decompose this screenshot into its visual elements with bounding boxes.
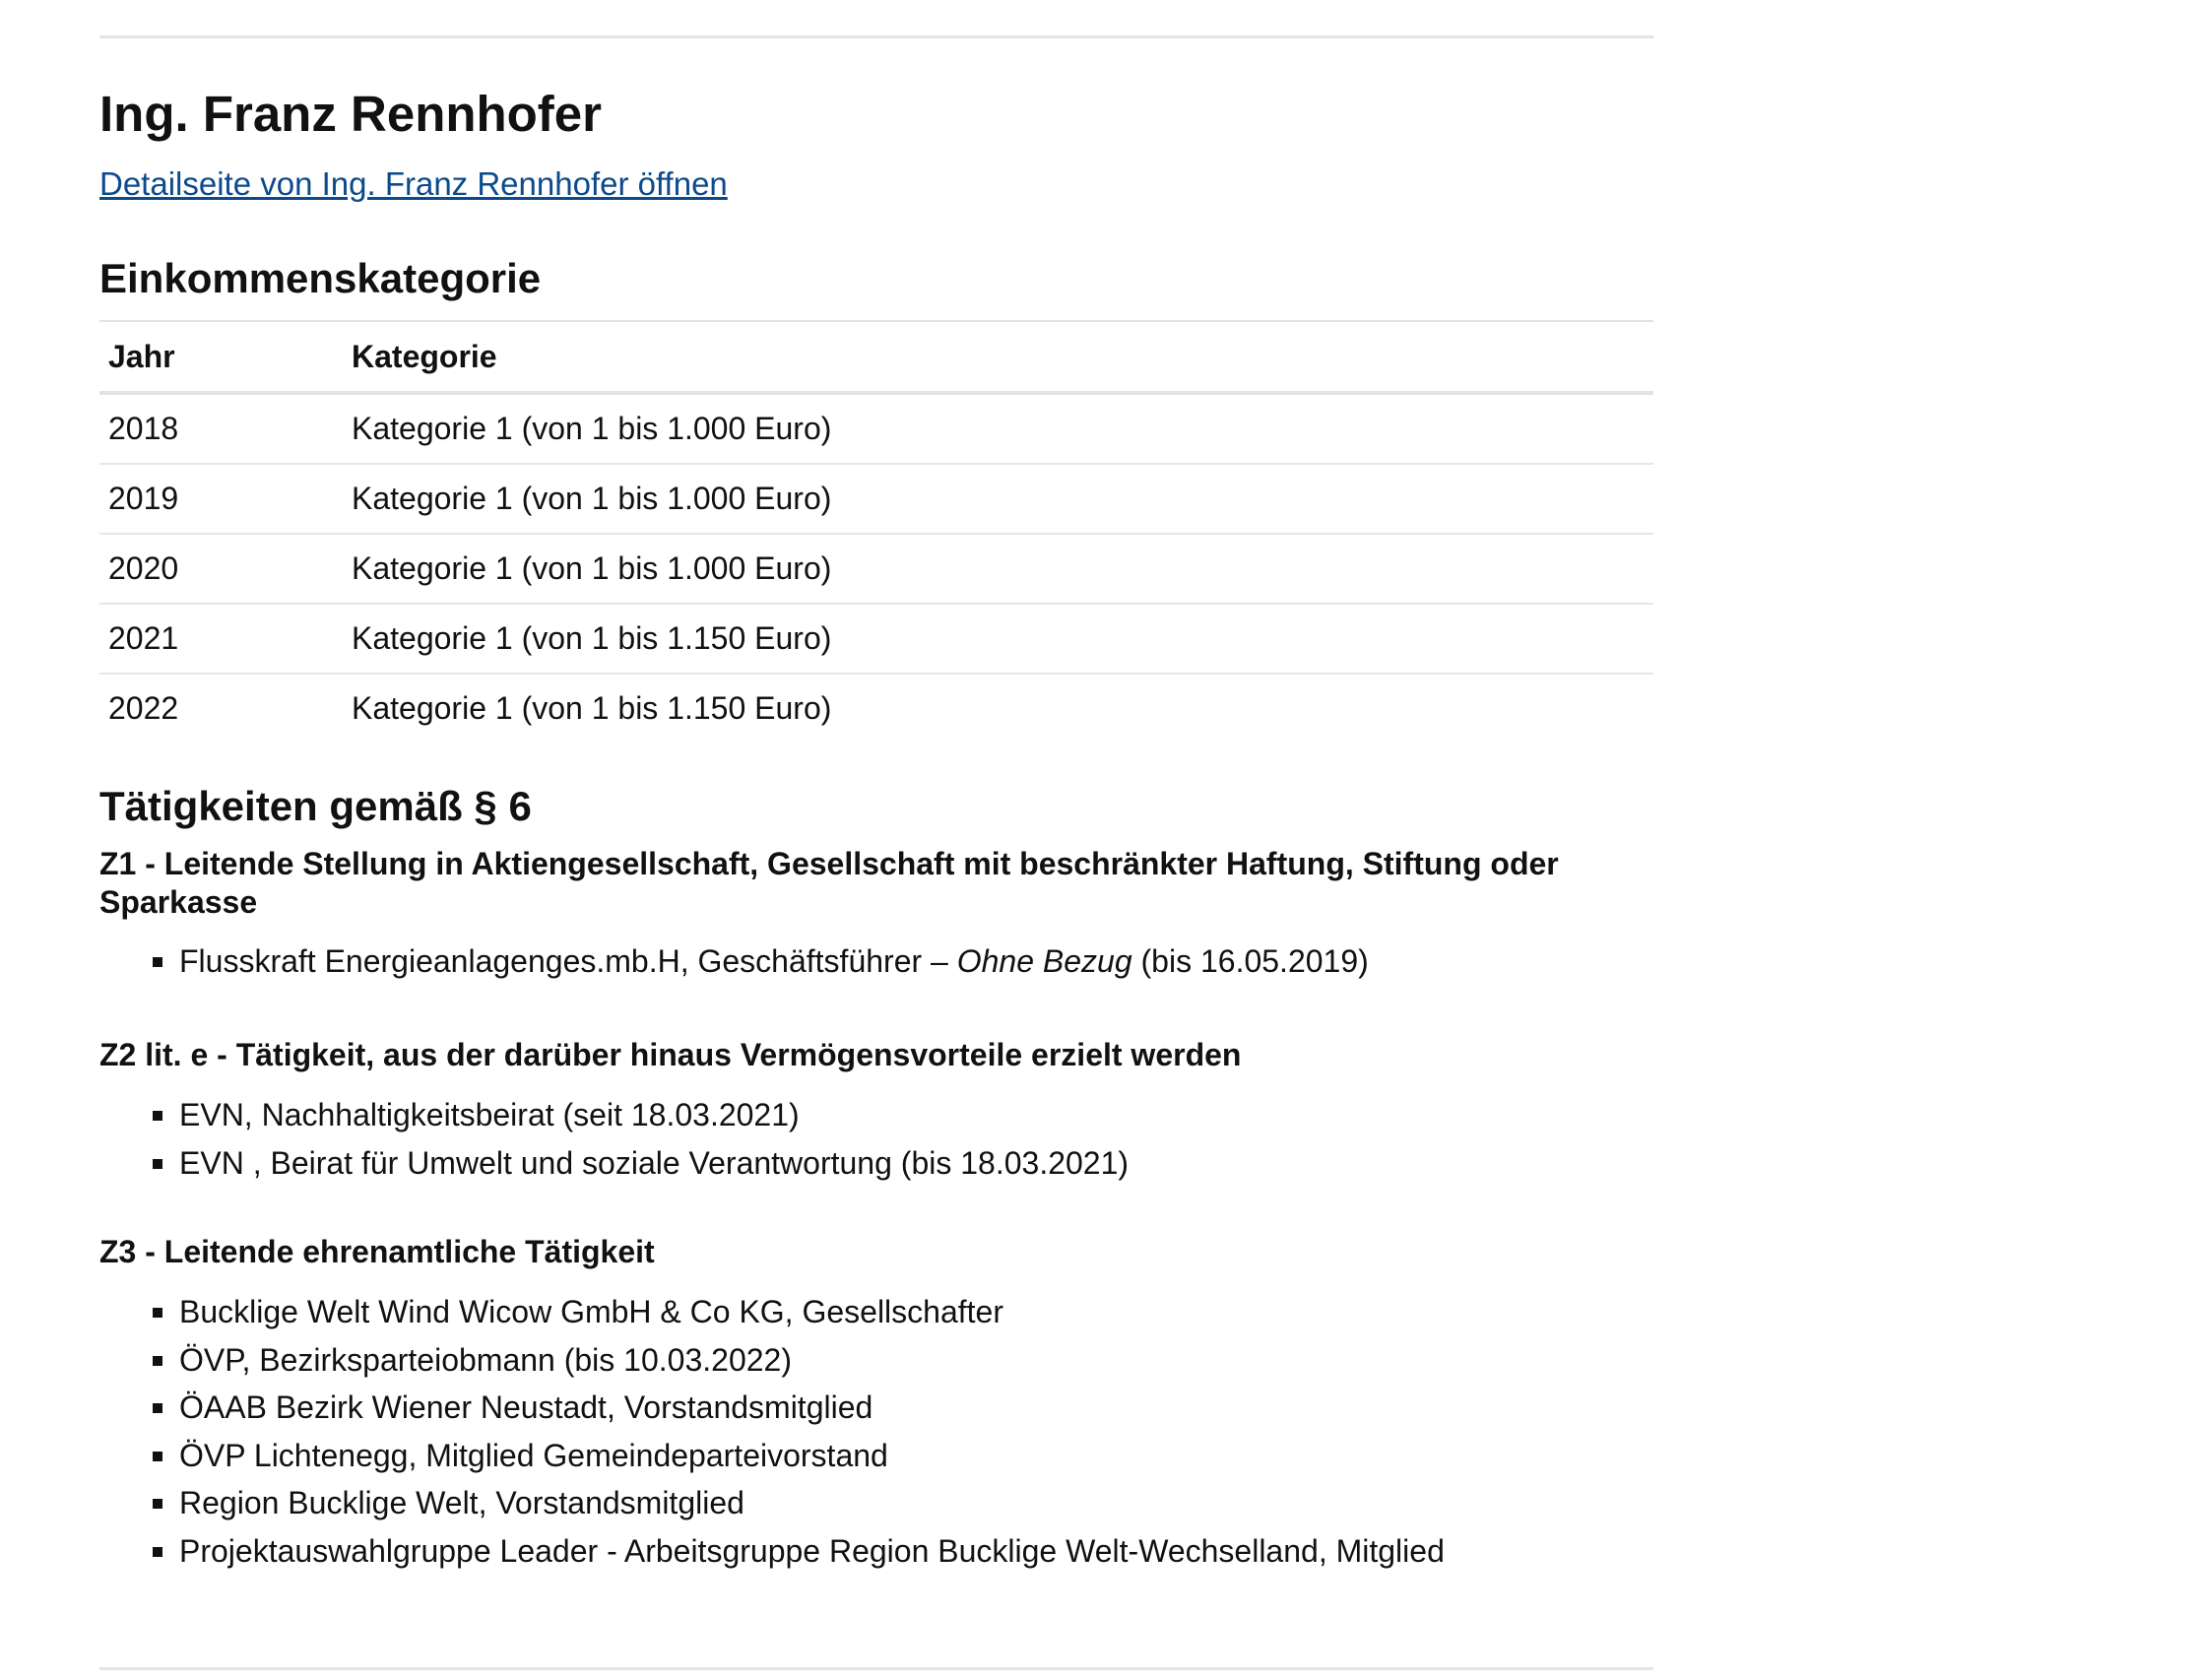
- category-cell: Kategorie 1 (von 1 bis 1.000 Euro): [343, 464, 1653, 534]
- activity-list: [99, 1288, 1653, 1575]
- list-item-text: Projektauswahlgruppe Leader - Arbeitsgruppe Region Bucklige Welt-Wechselland, Mitglied: [179, 1532, 1445, 1569]
- list-item: [99, 1527, 1653, 1576]
- income-category-table: [99, 320, 1653, 743]
- activity-list: [99, 1091, 1653, 1187]
- top-divider: [99, 35, 1653, 38]
- square-bullet-icon: [153, 1356, 162, 1366]
- activity-group-z1: [99, 845, 1653, 986]
- activity-group-heading: Z3 - Leitende ehrenamtliche Tätigkeit: [99, 1234, 655, 1269]
- list-item-text: Flusskraft Energieanlagenges.mb.H, Geschäftsführer –: [179, 943, 957, 979]
- year-cell: 2021: [99, 604, 343, 674]
- square-bullet-icon: [153, 957, 162, 967]
- category-cell: Kategorie 1 (von 1 bis 1.000 Euro): [343, 534, 1653, 604]
- list-item-text: Bucklige Welt Wind Wicow GmbH & Co KG, Gesellschafter: [179, 1294, 1003, 1329]
- table-row: [99, 534, 1653, 604]
- table-header-row: [99, 321, 1653, 393]
- list-item-text: EVN, Nachhaltigkeitsbeirat (seit 18.03.2021): [179, 1097, 800, 1132]
- list-item: [99, 1288, 1653, 1336]
- column-header-category: Kategorie: [343, 321, 1653, 393]
- year-cell: 2022: [108, 690, 179, 726]
- square-bullet-icon: [153, 1159, 162, 1169]
- table-row: [99, 674, 1653, 743]
- square-bullet-icon: [153, 1403, 162, 1413]
- list-item-emphasis: Ohne Bezug: [956, 943, 1132, 979]
- square-bullet-icon: [153, 1308, 162, 1318]
- category-cell: Kategorie 1 (von 1 bis 1.150 Euro): [343, 604, 1653, 674]
- activity-list: [99, 937, 1653, 986]
- list-item-text: ÖAAB Bezirk Wiener Neustadt, Vorstandsmitglied: [179, 1389, 873, 1425]
- list-item: [99, 1384, 1653, 1432]
- table-row: [99, 464, 1653, 534]
- year-cell: 2020: [99, 534, 343, 604]
- square-bullet-icon: [153, 1111, 162, 1121]
- square-bullet-icon: [153, 1499, 162, 1509]
- square-bullet-icon: [153, 1547, 162, 1557]
- column-header-year: Jahr: [99, 321, 343, 393]
- list-item: [99, 1432, 1653, 1480]
- activity-group-z2: [99, 1036, 1653, 1187]
- table-row: [99, 393, 1653, 464]
- activity-group-heading: Z1 - Leitende Stellung in Aktiengesellschaft, Gesellschaft mit beschränkter Haftung, Stiftung oder Sparkasse: [99, 846, 1559, 920]
- bottom-divider: [99, 1667, 1653, 1670]
- category-cell: Kategorie 1 (von 1 bis 1.000 Euro): [343, 393, 1653, 464]
- list-item-text: Region Bucklige Welt, Vorstandsmitglied: [179, 1485, 744, 1520]
- list-item-text: ÖVP, Bezirksparteiobmann (bis 10.03.2022): [179, 1341, 792, 1378]
- list-item-text: ÖVP Lichtenegg, Mitglied Gemeindeparteivorstand: [179, 1437, 888, 1473]
- square-bullet-icon: [153, 1452, 162, 1461]
- list-item-text: EVN , Beirat für Umwelt und soziale Verantwortung (bis 18.03.2021): [179, 1144, 1130, 1181]
- year-cell: 2018: [99, 393, 343, 464]
- list-item: [99, 1479, 1653, 1527]
- list-item: [99, 1336, 1653, 1385]
- activity-group-z3: [99, 1233, 1653, 1575]
- list-item: [99, 1091, 1653, 1139]
- person-name: Ing. Franz Rennhofer: [99, 86, 602, 142]
- activities-heading: Tätigkeiten gemäß § 6: [99, 783, 532, 829]
- detail-page-link[interactable]: Detailseite von Ing. Franz Rennhofer öffnen: [99, 165, 728, 202]
- income-category-heading: Einkommenskategorie: [99, 255, 542, 301]
- table-row: [99, 604, 1653, 674]
- list-item: [99, 1139, 1653, 1188]
- category-cell: Kategorie 1 (von 1 bis 1.150 Euro): [352, 690, 832, 726]
- list-item: [99, 937, 1653, 986]
- activity-group-heading: Z2 lit. e - Tätigkeit, aus der darüber hinaus Vermögensvorteile erzielt werden: [99, 1037, 1242, 1072]
- list-item-suffix: (bis 16.05.2019): [1131, 943, 1369, 979]
- year-cell: 2019: [99, 464, 343, 534]
